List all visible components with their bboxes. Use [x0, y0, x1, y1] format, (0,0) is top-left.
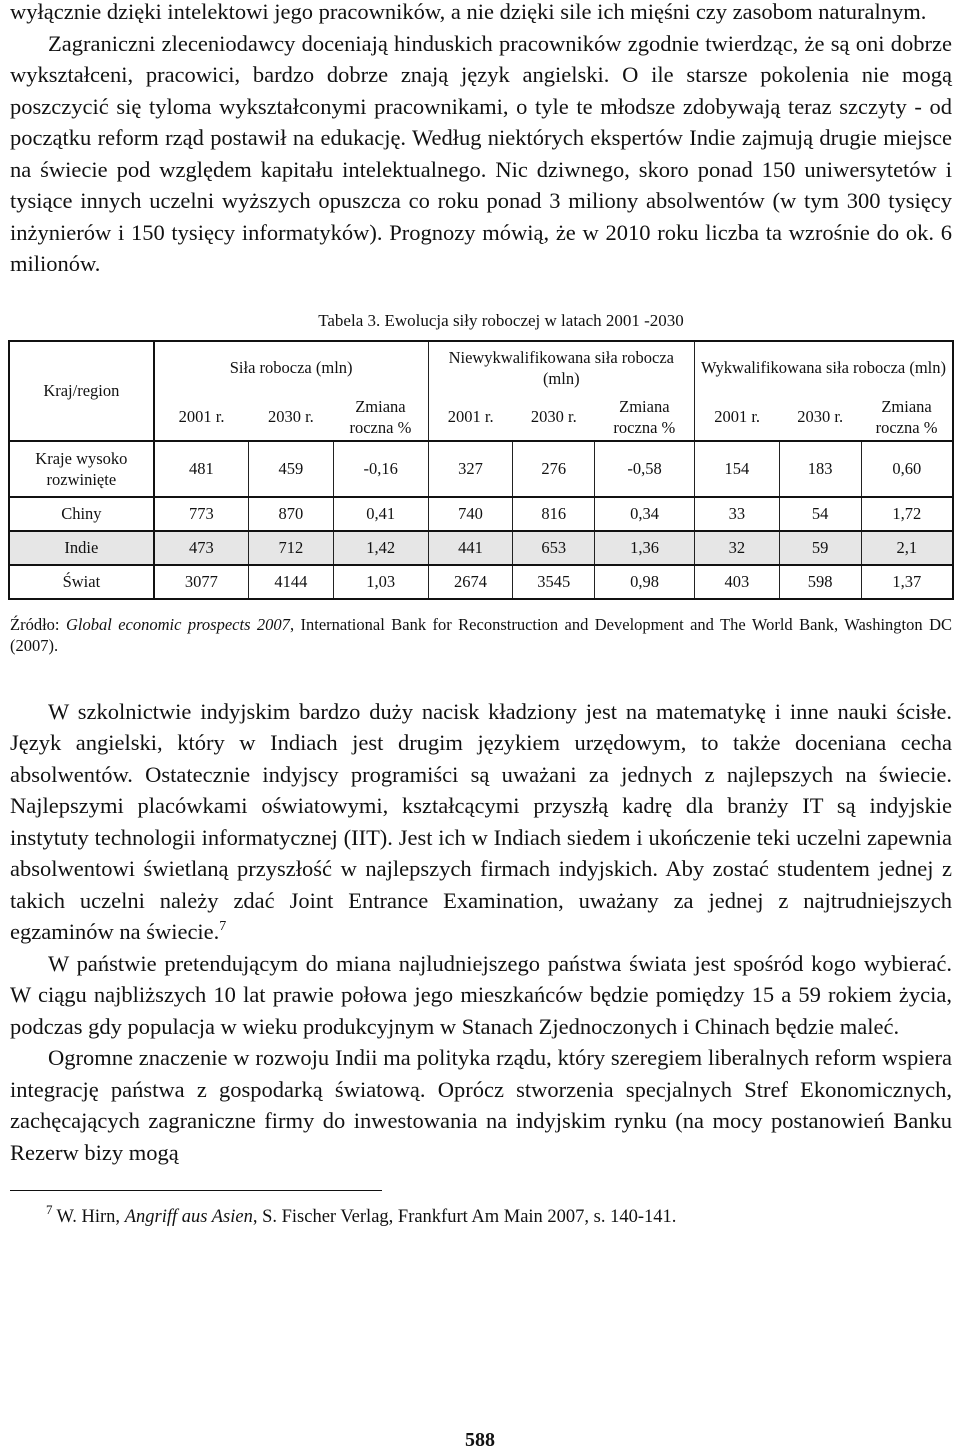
table-cell: 2,1	[861, 531, 953, 565]
paragraph-population: W państwie pretendującym do miana najludniejszego państwa świata jest spośród kogo wybierać. W ciągu najbliższych 10 lat prawie połowa jego mieszkańców będzie pomiędzy 15 a 59 rokiem życia, podczas gdy populacja w wieku produkcyjnym w Stanach Zjednoczonych i Chinach będzie maleć.	[10, 950, 952, 1039]
sub-header-change: Zmiana roczna %	[349, 396, 412, 437]
table-source	[10, 614, 952, 656]
table-cell: 59	[779, 531, 861, 565]
table-cell: 870	[248, 497, 333, 531]
footnote-separator	[10, 1190, 382, 1191]
source-label: Źródło:	[10, 614, 66, 634]
table-cell: 0,34	[595, 497, 695, 531]
table-cell: 3077	[154, 565, 249, 599]
table-cell: 0,60	[861, 441, 953, 497]
paragraph-education-text: W szkolnictwie indyjskim bardzo duży nacisk kładziony jest na matematykę i inne nauki ścisłe. Język angielski, który w Indiach jest drugim językiem urzędowym, to także doceniana cecha absolwentów. Ostatecznie indyjscy programiści są uważani za jednych z najlepszych na świecie. Najlepszymi placówkami oświatowymi, kształcącymi przyszłą kadrę dla branży IT są indyjskie instytuty technologii informatycznej (IIT). Jest ich w Indiach siedem i ukończenie teki uczelni zapewnia absolwentowi świetlaną przyszłość w najlepszych firmach indyjskich. Aby zostać studentem jednej z takich uczelni należy zdać Joint Entrance Examination, uważany za jednej z najtrudniejszych egzaminów na świecie.	[10, 698, 952, 944]
table-cell: 1,37	[861, 565, 953, 599]
region-header: Kraj/region	[9, 341, 154, 441]
table-row	[9, 565, 953, 599]
table-cell: 154	[695, 441, 780, 497]
table-caption: Tabela 3. Ewolucja siły roboczej w latach 2001 -2030	[318, 310, 684, 330]
table-cell: 183	[779, 441, 861, 497]
source-title: Global economic prospects 2007	[65, 614, 290, 634]
table-cell: 441	[428, 531, 513, 565]
sub-header-change: Zmiana roczna %	[613, 396, 676, 437]
sub-header-2001: 2001 r.	[695, 394, 780, 441]
table-cell: -0,16	[333, 441, 428, 497]
table-cell: 1,72	[861, 497, 953, 531]
footnote-number: 7	[46, 1202, 53, 1217]
table-cell: 0,41	[333, 497, 428, 531]
table-cell: 3545	[513, 565, 595, 599]
group-header-total: Siła robocza (mln)	[154, 341, 428, 394]
source-details: , International Bank for Reconstruction and Development and The World Bank, Washington DC (2007).	[10, 614, 952, 655]
document-page	[10, 0, 952, 1229]
table-cell: 1,03	[333, 565, 428, 599]
footnote	[46, 1202, 952, 1229]
sub-header-change: Zmiana roczna %	[861, 394, 953, 441]
row-region: Kraje wysoko rozwinięte	[9, 441, 154, 497]
table-cell: 473	[154, 531, 249, 565]
table-cell: 0,98	[595, 565, 695, 599]
group-header-skilled: Wykwalifikowana siła robocza (mln)	[695, 341, 954, 394]
table-cell: 54	[779, 497, 861, 531]
sub-header-2030: 2030 r.	[267, 407, 314, 426]
table-row	[9, 441, 953, 497]
row-region: Chiny	[9, 497, 154, 531]
footnote-details: , S. Fischer Verlag, Frankfurt Am Main 2007, s. 140-141.	[252, 1207, 677, 1227]
footnote-reference: 7	[219, 919, 227, 934]
row-region: Świat	[9, 565, 154, 599]
page-number: 588	[465, 1429, 495, 1451]
table-cell: 1,36	[595, 531, 695, 565]
labor-force-table	[8, 340, 954, 600]
table-row-highlighted	[9, 531, 953, 565]
intro-paragraph: wyłącznie dzięki intelektowi jego pracowników, a nie dzięki sile ich mięśni czy zasobom naturalnym.	[10, 0, 927, 24]
table-cell: 32	[695, 531, 780, 565]
table-cell: 2674	[428, 565, 513, 599]
paragraph-education	[10, 696, 952, 948]
table-cell: 33	[695, 497, 780, 531]
table-cell: 740	[428, 497, 513, 531]
table-cell: 712	[248, 531, 333, 565]
table-row	[9, 497, 953, 531]
table-cell: 481	[154, 441, 249, 497]
table-cell: 403	[695, 565, 780, 599]
table-cell: 816	[513, 497, 595, 531]
table-cell: -0,58	[595, 441, 695, 497]
footnote-title: Angriff aus Asien	[124, 1207, 253, 1227]
sub-header-2001: 2001 r.	[178, 407, 225, 426]
table-cell: 459	[248, 441, 333, 497]
table-cell: 4144	[248, 565, 333, 599]
group-header-unskilled: Niewykwalifikowana siła robocza (mln)	[428, 341, 694, 394]
sub-header-2030: 2030 r.	[530, 407, 577, 426]
paragraph-policy: Ogromne znaczenie w rozwoju Indii ma polityka rządu, który szeregiem liberalnych reform wspiera integrację państwa z gospodarką światową. Oprócz stworzenia specjalnych Stref Ekonomicznych, zachęcających zagraniczne firmy do inwestowania na indyjskim rynku (na mocy postanowień Banku Rezerw bizy mogą	[10, 1045, 952, 1165]
paragraph-workforce: Zagraniczni zleceniodawcy doceniają hinduskich pracowników zgodnie twierdząc, że są oni dobrze wykształceni, pracowici, bardzo dobrze znają język angielski. O ile starsze pokolenia nie mogą poszczycić się tyloma wykształconymi pracownikami, o tyle te młodsze zdobywają teraz szczyty - od początku reform rząd postawił na edukację. Według niektórych ekspertów Indie zajmują drugie miejsce na świecie pod względem kapitału intelektualnego. Nic dziwnego, skoro ponad 150 uniwersytetów i tysiące innych uczelni wyższych opuszcza co roku ponad 3 miliony absolwentów (w tym 300 tysięcy inżynierów i 150 tysięcy informatyków). Prognozy mówią, że w 2010 roku liczba ta wzrośnie do ok. 6 milionów.	[10, 30, 952, 276]
table-cell: 773	[154, 497, 249, 531]
table-cell: 1,42	[333, 531, 428, 565]
sub-header-2001: 2001 r.	[428, 394, 513, 441]
table-cell: 653	[513, 531, 595, 565]
table-cell: 598	[779, 565, 861, 599]
table-cell: 276	[513, 441, 595, 497]
sub-header-2030: 2030 r.	[797, 407, 844, 426]
table-cell: 327	[428, 441, 513, 497]
row-region: Indie	[9, 531, 154, 565]
footnote-author: W. Hirn,	[56, 1207, 125, 1227]
